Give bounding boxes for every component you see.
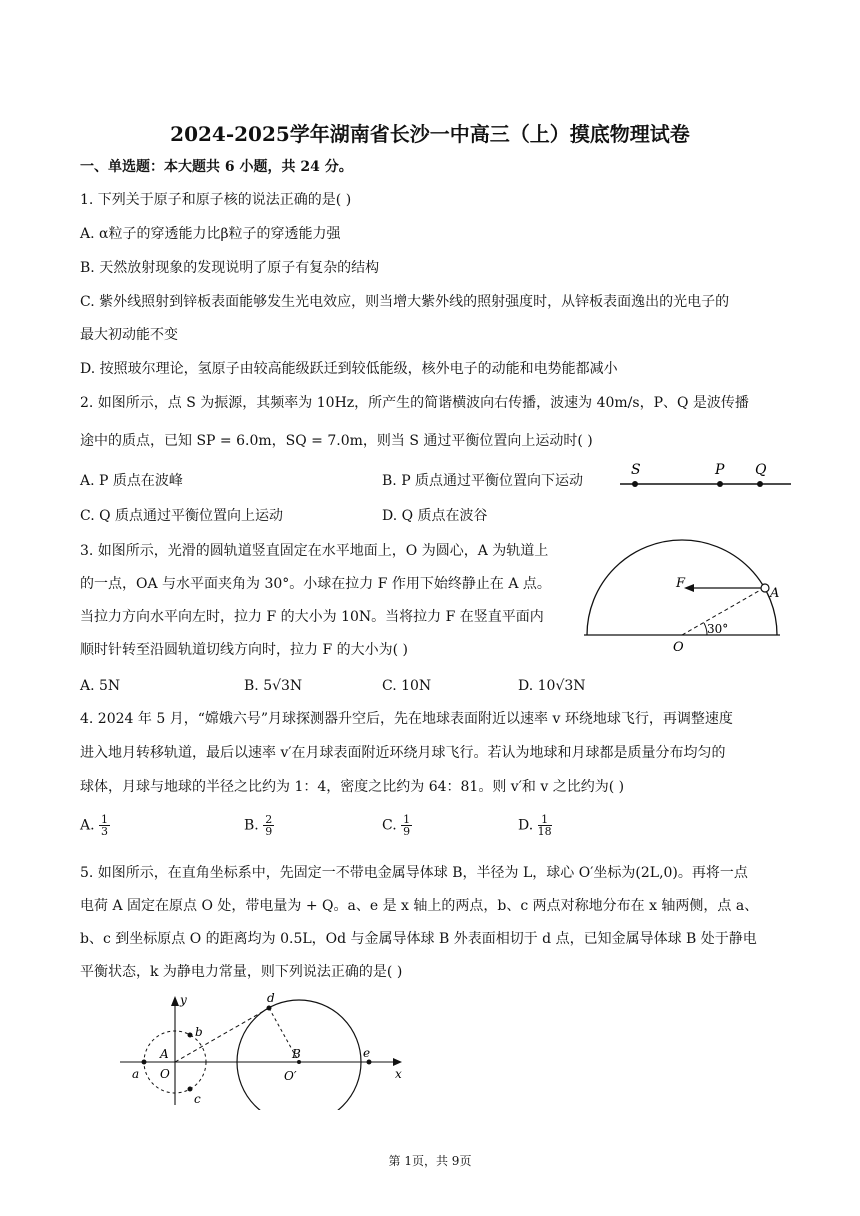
q2-option-d: D. Q 质点在波谷 (382, 508, 488, 524)
fraction-denominator: 9 (265, 825, 273, 838)
label-x: x (395, 1067, 402, 1081)
point-c (188, 1087, 193, 1092)
label-y: y (180, 993, 187, 1007)
wave-line-figure (615, 460, 795, 495)
point-e (367, 1060, 372, 1065)
section-heading: 一、单选题：本大题共 6 小题，共 24 分。 (80, 159, 353, 175)
q4-option-b-fraction (263, 814, 274, 837)
label-a: A (770, 586, 780, 601)
q3-option-b: B. 5√3N (244, 678, 303, 694)
q2-option-a: A. P 质点在波峰 (80, 473, 183, 489)
q3-option-c: C. 10N (382, 678, 432, 694)
fraction-denominator: 9 (403, 825, 411, 838)
label-angle: 30° (707, 622, 729, 636)
q4-option-d-label: D. (518, 817, 534, 834)
q3-option-a: A. 5N (80, 678, 121, 694)
fraction-numerator: 1 (403, 813, 411, 826)
page-title: 2024-2025学年湖南省长沙一中高三（上）摸底物理试卷 (170, 122, 690, 146)
q4-option-d-fraction (538, 814, 552, 837)
q1-stem: 1. 下列关于原子和原子核的说法正确的是( ) (80, 192, 352, 208)
force-arrowhead (684, 584, 694, 592)
point-b (188, 1033, 193, 1038)
label-p: P (715, 462, 725, 478)
label-b-point: b (195, 1025, 203, 1039)
q1-option-b: B. 天然放射现象的发现说明了原子有复杂的结构 (80, 260, 380, 276)
x-axis-arrowhead (393, 1058, 402, 1066)
q4-option-b (244, 814, 274, 837)
y-axis-arrowhead (171, 996, 179, 1006)
q3-stem-line1: 3. 如图所示，光滑的圆轨道竖直固定在水平地面上，O 为圆心，A 为轨道上 (80, 543, 549, 559)
ball-a (761, 584, 769, 592)
label-s: S (631, 462, 641, 478)
q4-option-c-label: C. (382, 817, 397, 834)
fraction-denominator: 3 (101, 825, 109, 838)
label-o: O (673, 640, 684, 655)
q4-option-d (518, 814, 552, 837)
q2-option-c: C. Q 质点通过平衡位置向上运动 (80, 508, 284, 524)
label-f: F (676, 576, 686, 591)
q5-stem-line1: 5. 如图所示，在直角坐标系中，先固定一不带电金属导体球 B，半径为 L，球心 O′坐标为(2L,0)。再将一点 (80, 865, 748, 881)
q3-stem-line3: 当拉力方向水平向左时，拉力 F 的大小为 10N。当将拉力 F 在竖直平面内 (80, 609, 544, 625)
q4-option-a (80, 814, 110, 837)
point-a-small (142, 1060, 147, 1065)
label-q: Q (755, 462, 767, 478)
point-d (267, 1006, 272, 1011)
label-c-point: c (194, 1092, 201, 1106)
q3-stem-line4: 顺时针转至沿圆轨道切线方向时，拉力 F 的大小为( ) (80, 642, 408, 658)
fraction-numerator: 2 (265, 813, 273, 826)
q1-option-c-cont: 最大初动能不变 (80, 327, 178, 343)
q4-option-c (382, 814, 412, 837)
label-charge-a: A (160, 1047, 169, 1061)
q5-stem-line3: b、c 到坐标原点 O 的距离均为 0.5L，Od 与金属导体球 B 外表面相切于 d 点，已知金属导体球 B 处于静电 (80, 931, 757, 947)
label-origin-o: O (160, 1067, 170, 1081)
label-a-point: a (132, 1067, 140, 1081)
q4-stem-line3: 球体，月球与地球的半径之比约为 1：4，密度之比约为 64：81。则 v′和 v 之比约为( ) (80, 779, 625, 795)
q4-option-a-fraction (99, 814, 110, 837)
label-o-prime: O′ (284, 1069, 297, 1083)
q3-stem-line2: 的一点，OA 与水平面夹角为 30°。小球在拉力 F 作用下始终静止在 A 点。 (80, 576, 551, 592)
q4-option-a-label: A. (80, 817, 95, 834)
q5-stem-line2: 电荷 A 固定在原点 O 处，带电量为 + Q。a、e 是 x 轴上的两点，b、c 两点对称地分布在 x 轴两侧，点 a、 (80, 898, 759, 914)
q2-stem-line1: 2. 如图所示，点 S 为振源，其频率为 10Hz，所产生的简谐横波向右传播，波速为 40m/s，P、Q 是波传播 (80, 395, 749, 411)
q3-option-d: D. 10√3N (518, 678, 586, 694)
q1-option-d: D. 按照玻尔理论，氢原子由较高能级跃迁到较低能级，核外电子的动能和电势能都减小 (80, 361, 618, 377)
label-e-point: e (363, 1046, 371, 1060)
coordinate-sphere-figure (112, 990, 412, 1110)
q4-stem-line1: 4. 2024 年 5 月，“嫦娥六号”月球探测器升空后，先在地球表面附近以速率 v 环绕地球飞行，再调整速度 (80, 711, 733, 727)
point-p (717, 481, 723, 487)
circular-track-figure (580, 535, 785, 660)
q1-option-a: A. α粒子的穿透能力比β粒子的穿透能力强 (80, 226, 341, 242)
q4-stem-line2: 进入地月转移轨道，最后以速率 v′在月球表面附近环绕月球飞行。若认为地球和月球都是质量分布均匀的 (80, 745, 726, 761)
q5-stem-line4: 平衡状态，k 为静电力常量，则下列说法正确的是( ) (80, 964, 403, 980)
fraction-numerator: 1 (101, 813, 109, 826)
q4-option-b-label: B. (244, 817, 259, 834)
q1-option-c: C. 紫外线照射到锌板表面能够发生光电效应，则当增大紫外线的照射强度时，从锌板表面逸出的光电子的 (80, 294, 730, 310)
page-footer: 第 1页，共 9页 (388, 1154, 472, 1168)
fraction-numerator: 1 (538, 814, 552, 826)
point-s (632, 481, 638, 487)
label-d-point: d (267, 991, 275, 1005)
q4-option-c-fraction (401, 814, 412, 837)
label-sphere-b: B (292, 1047, 301, 1061)
q2-option-b: B. P 质点通过平衡位置向下运动 (382, 473, 584, 489)
q2-stem-line2: 途中的质点，已知 SP = 6.0m，SQ = 7.0m，则当 S 通过平衡位置向上运动时( ) (80, 433, 593, 449)
point-q (757, 481, 763, 487)
fraction-denominator: 18 (537, 825, 552, 838)
